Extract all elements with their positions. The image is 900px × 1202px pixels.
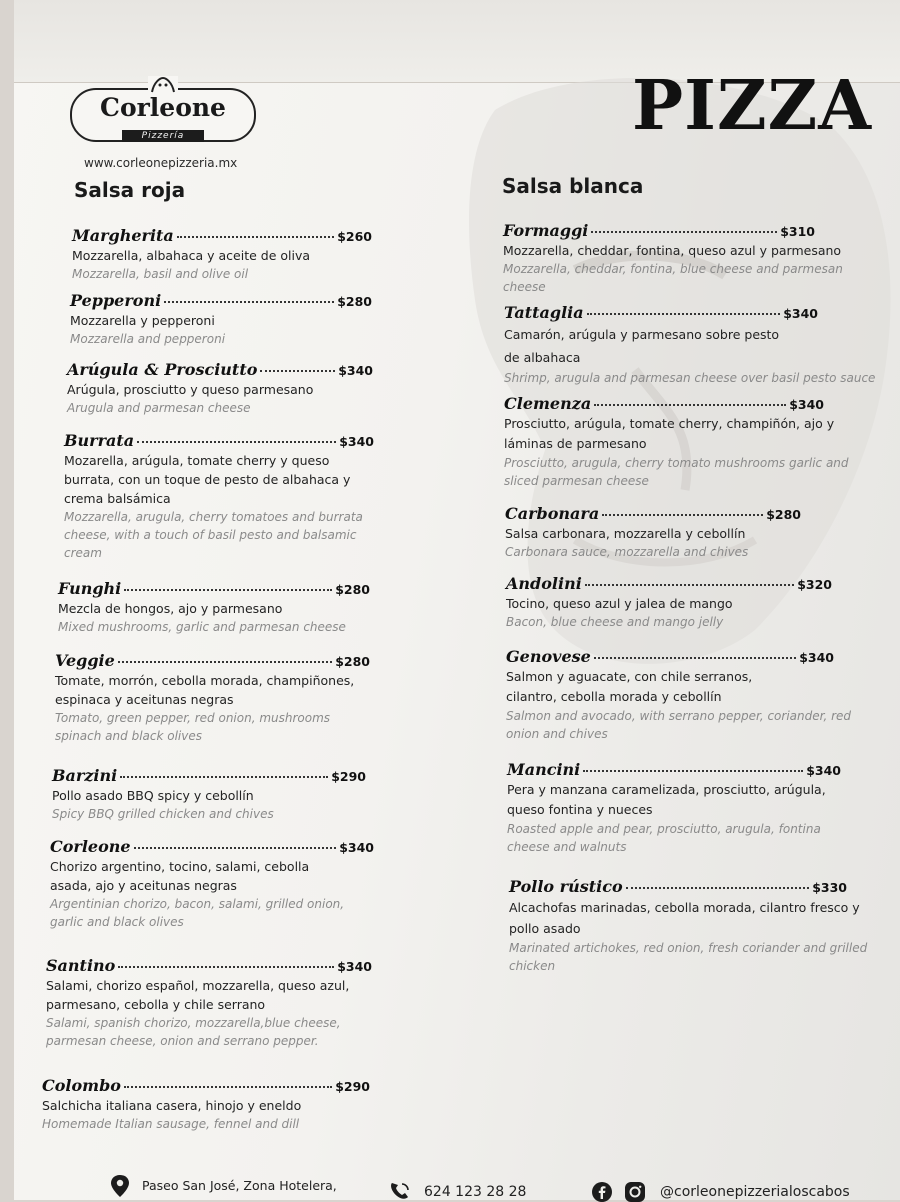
item-description: Camarón, arúgula y parmesano sobre pesto de albahaca [504, 327, 780, 365]
menu-item [506, 574, 832, 631]
item-description: Arúgula, prosciutto y queso parmesano [67, 382, 314, 397]
item-price: $280 [335, 654, 370, 669]
menu-item [505, 504, 801, 561]
section-title-salsa-roja: Salsa roja [74, 178, 186, 202]
menu-item [67, 360, 373, 417]
dot-leader [260, 370, 335, 372]
item-name: Pollo rústico [509, 877, 623, 896]
dot-leader [585, 584, 794, 586]
instagram-icon [625, 1182, 645, 1202]
item-description-english: Salmon and avocado, with serrano pepper, coriander, red onion and chives [506, 709, 852, 741]
dot-leader [120, 776, 328, 778]
menu-item [509, 877, 868, 975]
item-description-english: Shrimp, arugula and parmesan cheese over basil pesto sauce [504, 371, 876, 385]
item-name: Corleone [50, 837, 131, 856]
item-name: Genovese [506, 647, 591, 666]
item-price: $280 [335, 582, 370, 597]
dot-leader [602, 514, 763, 516]
item-description: Prosciutto, arúgula, tomate cherry, champiñón, ajo y láminas de parmesano [504, 416, 835, 451]
dot-leader [587, 313, 781, 315]
page-title: PIZZA [632, 66, 872, 146]
dot-leader [134, 847, 337, 849]
item-name: Andolini [506, 574, 582, 593]
item-name: Veggie [55, 651, 115, 670]
item-description-english: Prosciutto, arugula, cherry tomato mushrooms garlic and sliced parmesan cheese [504, 456, 849, 488]
menu-item [55, 651, 370, 745]
item-price: $310 [780, 224, 815, 239]
item-description: Tomate, morrón, cebolla morada, champiñones, espinaca y aceitunas negras [55, 673, 355, 707]
item-price: $320 [797, 577, 832, 592]
phone-icon [388, 1180, 414, 1200]
item-price: $340 [783, 306, 818, 321]
menu-item [46, 956, 372, 1050]
item-description-english: Mozzarella, arugula, cherry tomatoes and burrata cheese, with a touch of basil pesto and balsamic cream [64, 510, 363, 560]
dot-leader [594, 404, 786, 406]
item-description-english: Mozzarella, cheddar, fontina, blue cheese and parmesan cheese [503, 262, 843, 294]
item-description: Alcachofas marinadas, cebolla morada, cilantro fresco y pollo asado [509, 900, 860, 936]
footer-phone: 624 123 28 28 [424, 1184, 527, 1200]
dot-leader [124, 589, 332, 591]
dot-leader [124, 1086, 332, 1088]
item-price: $340 [789, 397, 824, 412]
item-name: Burrata [64, 431, 135, 450]
website-url: www.corleonepizzeria.mx [84, 156, 238, 170]
item-price: $330 [812, 880, 847, 895]
menu-item [504, 303, 876, 387]
menu-item [506, 647, 852, 743]
menu-footer [0, 1170, 900, 1200]
menu-item [58, 579, 370, 636]
menu-item [50, 837, 374, 931]
facebook-icon [592, 1182, 612, 1202]
item-description: Tocino, queso azul y jalea de mango [506, 596, 733, 611]
item-description: Mozzarella y pepperoni [70, 313, 215, 328]
item-description-english: Carbonara sauce, mozzarella and chives [505, 545, 749, 559]
item-description: Salmon y aguacate, con chile serranos, cilantro, cebolla morada y cebollín [506, 669, 753, 704]
item-description-english: Roasted apple and pear, prosciutto, arugula, fontina cheese and walnuts [507, 822, 821, 854]
item-description-english: Mozzarella and pepperoni [70, 332, 226, 346]
menu-item [72, 226, 372, 283]
menu-item [504, 394, 849, 490]
item-description: Salchicha italiana casera, hinojo y eneldo [42, 1098, 302, 1113]
logo-subtitle: Pizzería [122, 130, 204, 142]
menu-item [52, 766, 366, 823]
dot-leader [118, 661, 332, 663]
item-description: Chorizo argentino, tocino, salami, cebolla asada, ajo y aceitunas negras [50, 859, 310, 893]
section-title-salsa-blanca: Salsa blanca [502, 174, 644, 198]
item-name: Colombo [42, 1076, 121, 1095]
dot-leader [177, 236, 334, 238]
menu-item [64, 431, 374, 562]
item-name: Santino [46, 956, 116, 975]
location-pin-icon [110, 1174, 130, 1198]
item-name: Formaggi [503, 221, 589, 240]
dot-leader [583, 770, 803, 772]
item-price: $280 [337, 294, 372, 309]
item-price: $340 [806, 763, 841, 778]
item-description-english: Salami, spanish chorizo, mozzarella,blue cheese, parmesan cheese, onion and serrano pepper. [46, 1016, 341, 1048]
item-description: Salsa carbonara, mozzarella y cebollín [505, 526, 746, 541]
menu-item [507, 760, 841, 856]
item-description-english: Arugula and parmesan cheese [67, 401, 251, 415]
item-description: Mozzarella, albahaca y aceite de oliva [72, 248, 311, 263]
item-description: Pollo asado BBQ spicy y cebollín [52, 788, 254, 803]
dot-leader [137, 441, 336, 443]
item-description-english: Bacon, blue cheese and mango jelly [506, 615, 724, 629]
item-description-english: Argentinian chorizo, bacon, salami, grilled onion, garlic and black olives [50, 897, 345, 929]
dot-leader [591, 231, 777, 233]
item-price: $340 [337, 959, 372, 974]
item-description-english: Homemade Italian sausage, fennel and dill [42, 1117, 300, 1131]
item-price: $290 [335, 1079, 370, 1094]
item-description: Mezcla de hongos, ajo y parmesano [58, 601, 283, 616]
item-name: Tattaglia [504, 303, 584, 322]
dot-leader [164, 301, 334, 303]
dot-leader [118, 966, 334, 968]
dot-leader [594, 657, 796, 659]
item-price: $340 [338, 363, 373, 378]
logo-wordmark: Corleone [100, 93, 226, 122]
item-description-english: Mixed mushrooms, garlic and parmesan cheese [58, 620, 346, 634]
item-name: Margherita [72, 226, 174, 245]
item-price: $260 [337, 229, 372, 244]
corleone-logo [70, 88, 256, 142]
item-price: $340 [339, 840, 374, 855]
item-price: $280 [766, 507, 801, 522]
item-description-english: Spicy BBQ grilled chicken and chives [52, 807, 274, 821]
item-description: Mozzarella, cheddar, fontina, queso azul y parmesano [503, 243, 842, 258]
menu-item [503, 221, 843, 296]
item-name: Funghi [58, 579, 122, 598]
item-name: Arúgula & Prosciutto [67, 360, 258, 379]
item-description: Pera y manzana caramelizada, prosciutto, arúgula, queso fontina y nueces [507, 782, 826, 817]
item-description: Mozarella, arúgula, tomate cherry y queso burrata, con un toque de pesto de albahaca y crema balsámica [64, 453, 351, 506]
item-price: $340 [339, 434, 374, 449]
footer-address: Paseo San José, Zona Hotelera, [142, 1178, 337, 1193]
item-price: $290 [331, 769, 366, 784]
logo-crest-icon [148, 76, 178, 94]
item-name: Barzini [52, 766, 118, 785]
menu-item [42, 1076, 370, 1133]
item-name: Mancini [507, 760, 581, 779]
item-name: Pepperoni [70, 291, 162, 310]
item-price: $340 [799, 650, 834, 665]
menu-item [70, 291, 372, 348]
item-description-english: Mozzarella, basil and olive oil [72, 267, 249, 281]
item-description: Salami, chorizo español, mozzarella, queso azul, parmesano, cebolla y chile serrano [46, 978, 350, 1012]
dot-leader [626, 887, 810, 889]
item-description-english: Marinated artichokes, red onion, fresh coriander and grilled chicken [509, 941, 868, 973]
item-name: Clemenza [504, 394, 592, 413]
footer-social-handle: @corleonepizzerialoscabos [660, 1184, 850, 1200]
item-description-english: Tomato, green pepper, red onion, mushrooms spinach and black olives [55, 711, 331, 743]
item-name: Carbonara [505, 504, 600, 523]
